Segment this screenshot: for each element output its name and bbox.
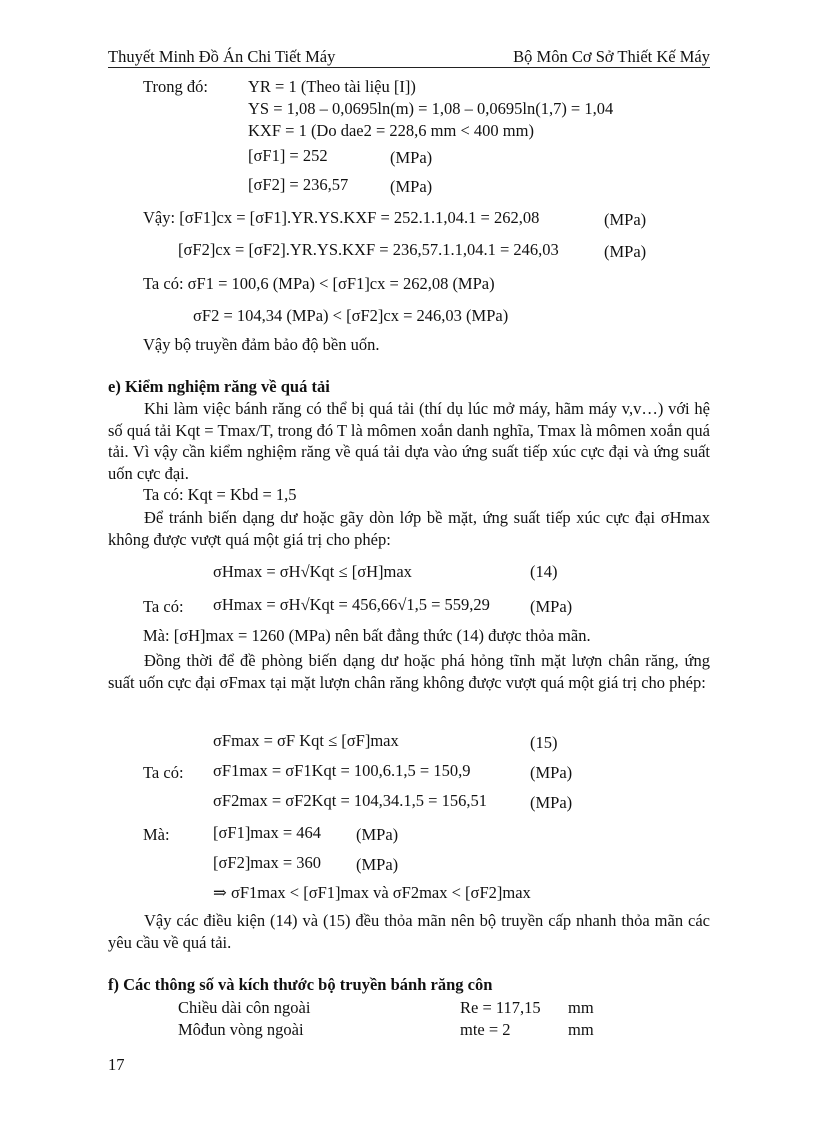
section-e-paragraph-2: [108, 507, 710, 550]
header-left: Thuyết Minh Đồ Án Chi Tiết Máy: [108, 47, 336, 66]
section-e-p2-text: Để tránh biến dạng dư hoặc gãy dòn lớp bề mặt, ứng suất tiếp xúc cực đại σHmax không được vượt quá một giá trị cho phép:: [108, 508, 710, 549]
section-e-conclusion: [108, 910, 710, 953]
section-e-p1-text: Khi làm việc bánh răng có thể bị quá tải (thí dụ lúc mở máy, hãm máy v,v…) với hệ số quá tải Kqt = Tmax/T, trong đó T là mômen xoắn danh nghĩa, Tmax là mômen xoắn quá tải. Vì vậy cần kiểm nghiệm răng về quá tải dựa vào ứng suất tiếp xúc cực đại và ứng suất uốn cực đại.: [108, 399, 710, 483]
equation-14: σHmax = σH√Kqt ≤ [σH]max: [213, 562, 412, 581]
kxf-line: KXF = 1 (Do dae2 = 228,6 mm < 400 mm): [248, 121, 534, 140]
section-e-title: e) Kiểm nghiệm răng về quá tải: [108, 377, 330, 396]
ma-line: Mà: [σH]max = 1260 (MPa) nên bất đẳng thức (14) được thỏa mãn.: [143, 626, 591, 645]
kqt-line: Ta có: Kqt = Kbd = 1,5: [143, 485, 297, 504]
ma2-label: Mà:: [143, 825, 170, 844]
ma2-f1: [σF1]max = 464: [213, 823, 322, 842]
implies-line: ⇒ σF1max < [σF1]max và σF2max < [σF2]max: [213, 883, 531, 902]
sigma-f1-unit: (MPa): [390, 148, 433, 167]
section-e-paragraph-1: [108, 398, 710, 484]
equation-14-number: (14): [530, 562, 558, 581]
equation-15: σFmax = σF Kqt ≤ [σF]max: [213, 731, 399, 750]
header-rule: [108, 67, 710, 68]
eq15-f1-unit: (MPa): [530, 763, 573, 782]
section-e-conclusion-text: Vậy các điều kiện (14) và (15) đều thỏa mãn nên bộ truyền cấp nhanh thỏa mãn các yêu cầu về quá tải.: [108, 911, 710, 952]
ys-line: YS = 1,08 – 0,0695ln(m) = 1,08 – 0,0695ln(1,7) = 1,04: [248, 99, 614, 118]
ma2-f1-unit: (MPa): [356, 825, 399, 844]
section-e-p3-text: Đồng thời để đề phòng biến dạng dư hoặc phá hỏng tĩnh mặt lượn chân răng, ứng suất uốn cực đại σFmax tại mặt lượn chân răng không được vượt quá một giá trị cho phép:: [108, 651, 710, 692]
sigma-f1-allow: [σF1] = 252: [248, 146, 328, 165]
vay-eq1-unit: (MPa): [604, 210, 647, 229]
sigma-f2-allow: [σF2] = 236,57: [248, 175, 349, 194]
param-value-2: mte = 2: [460, 1020, 511, 1039]
eq14-calc-label: Ta có:: [143, 597, 184, 616]
ma2-f2: [σF2]max = 360: [213, 853, 322, 872]
sigma-f2-unit: (MPa): [390, 177, 433, 196]
yr-line: YR = 1 (Theo tài liệu [I]): [248, 77, 416, 96]
eq15-label: Ta có:: [143, 763, 184, 782]
section-f-title: f) Các thông số và kích thước bộ truyền bánh răng côn: [108, 975, 493, 994]
param-value-1: Re = 117,15: [460, 998, 541, 1017]
trong-do-label: Trong đó:: [143, 77, 208, 96]
eq15-f2: σF2max = σF2Kqt = 104,34.1,5 = 156,51: [213, 791, 487, 810]
eq15-f1: σF1max = σF1Kqt = 100,6.1,5 = 150,9: [213, 761, 471, 780]
taco-conclusion: Vậy bộ truyền đảm bảo độ bền uốn.: [143, 335, 380, 354]
eq14-calc: σHmax = σH√Kqt = 456,66√1,5 = 559,29: [213, 595, 490, 614]
equation-15-number: (15): [530, 733, 558, 752]
param-unit-2: mm: [568, 1020, 594, 1039]
header-right: Bộ Môn Cơ Sở Thiết Kế Máy: [513, 47, 710, 66]
param-unit-1: mm: [568, 998, 594, 1017]
param-name-1: Chiều dài côn ngoài: [178, 998, 311, 1017]
vay-eq1: Vậy: [σF1]cx = [σF1].YR.YS.KXF = 252.1.1,04.1 = 262,08: [143, 208, 540, 227]
page-number: 17: [108, 1055, 125, 1074]
taco-eq1: Ta có: σF1 = 100,6 (MPa) < [σF1]cx = 262,08 (MPa): [143, 274, 495, 293]
section-e-paragraph-3: [108, 650, 710, 693]
ma2-f2-unit: (MPa): [356, 855, 399, 874]
eq14-calc-unit: (MPa): [530, 597, 573, 616]
eq15-f2-unit: (MPa): [530, 793, 573, 812]
vay-eq2: [σF2]cx = [σF2].YR.YS.KXF = 236,57.1.1,04.1 = 246,03: [178, 240, 559, 259]
param-name-2: Môđun vòng ngoài: [178, 1020, 304, 1039]
vay-eq2-unit: (MPa): [604, 242, 647, 261]
taco-eq2: σF2 = 104,34 (MPa) < [σF2]cx = 246,03 (MPa): [193, 306, 509, 325]
